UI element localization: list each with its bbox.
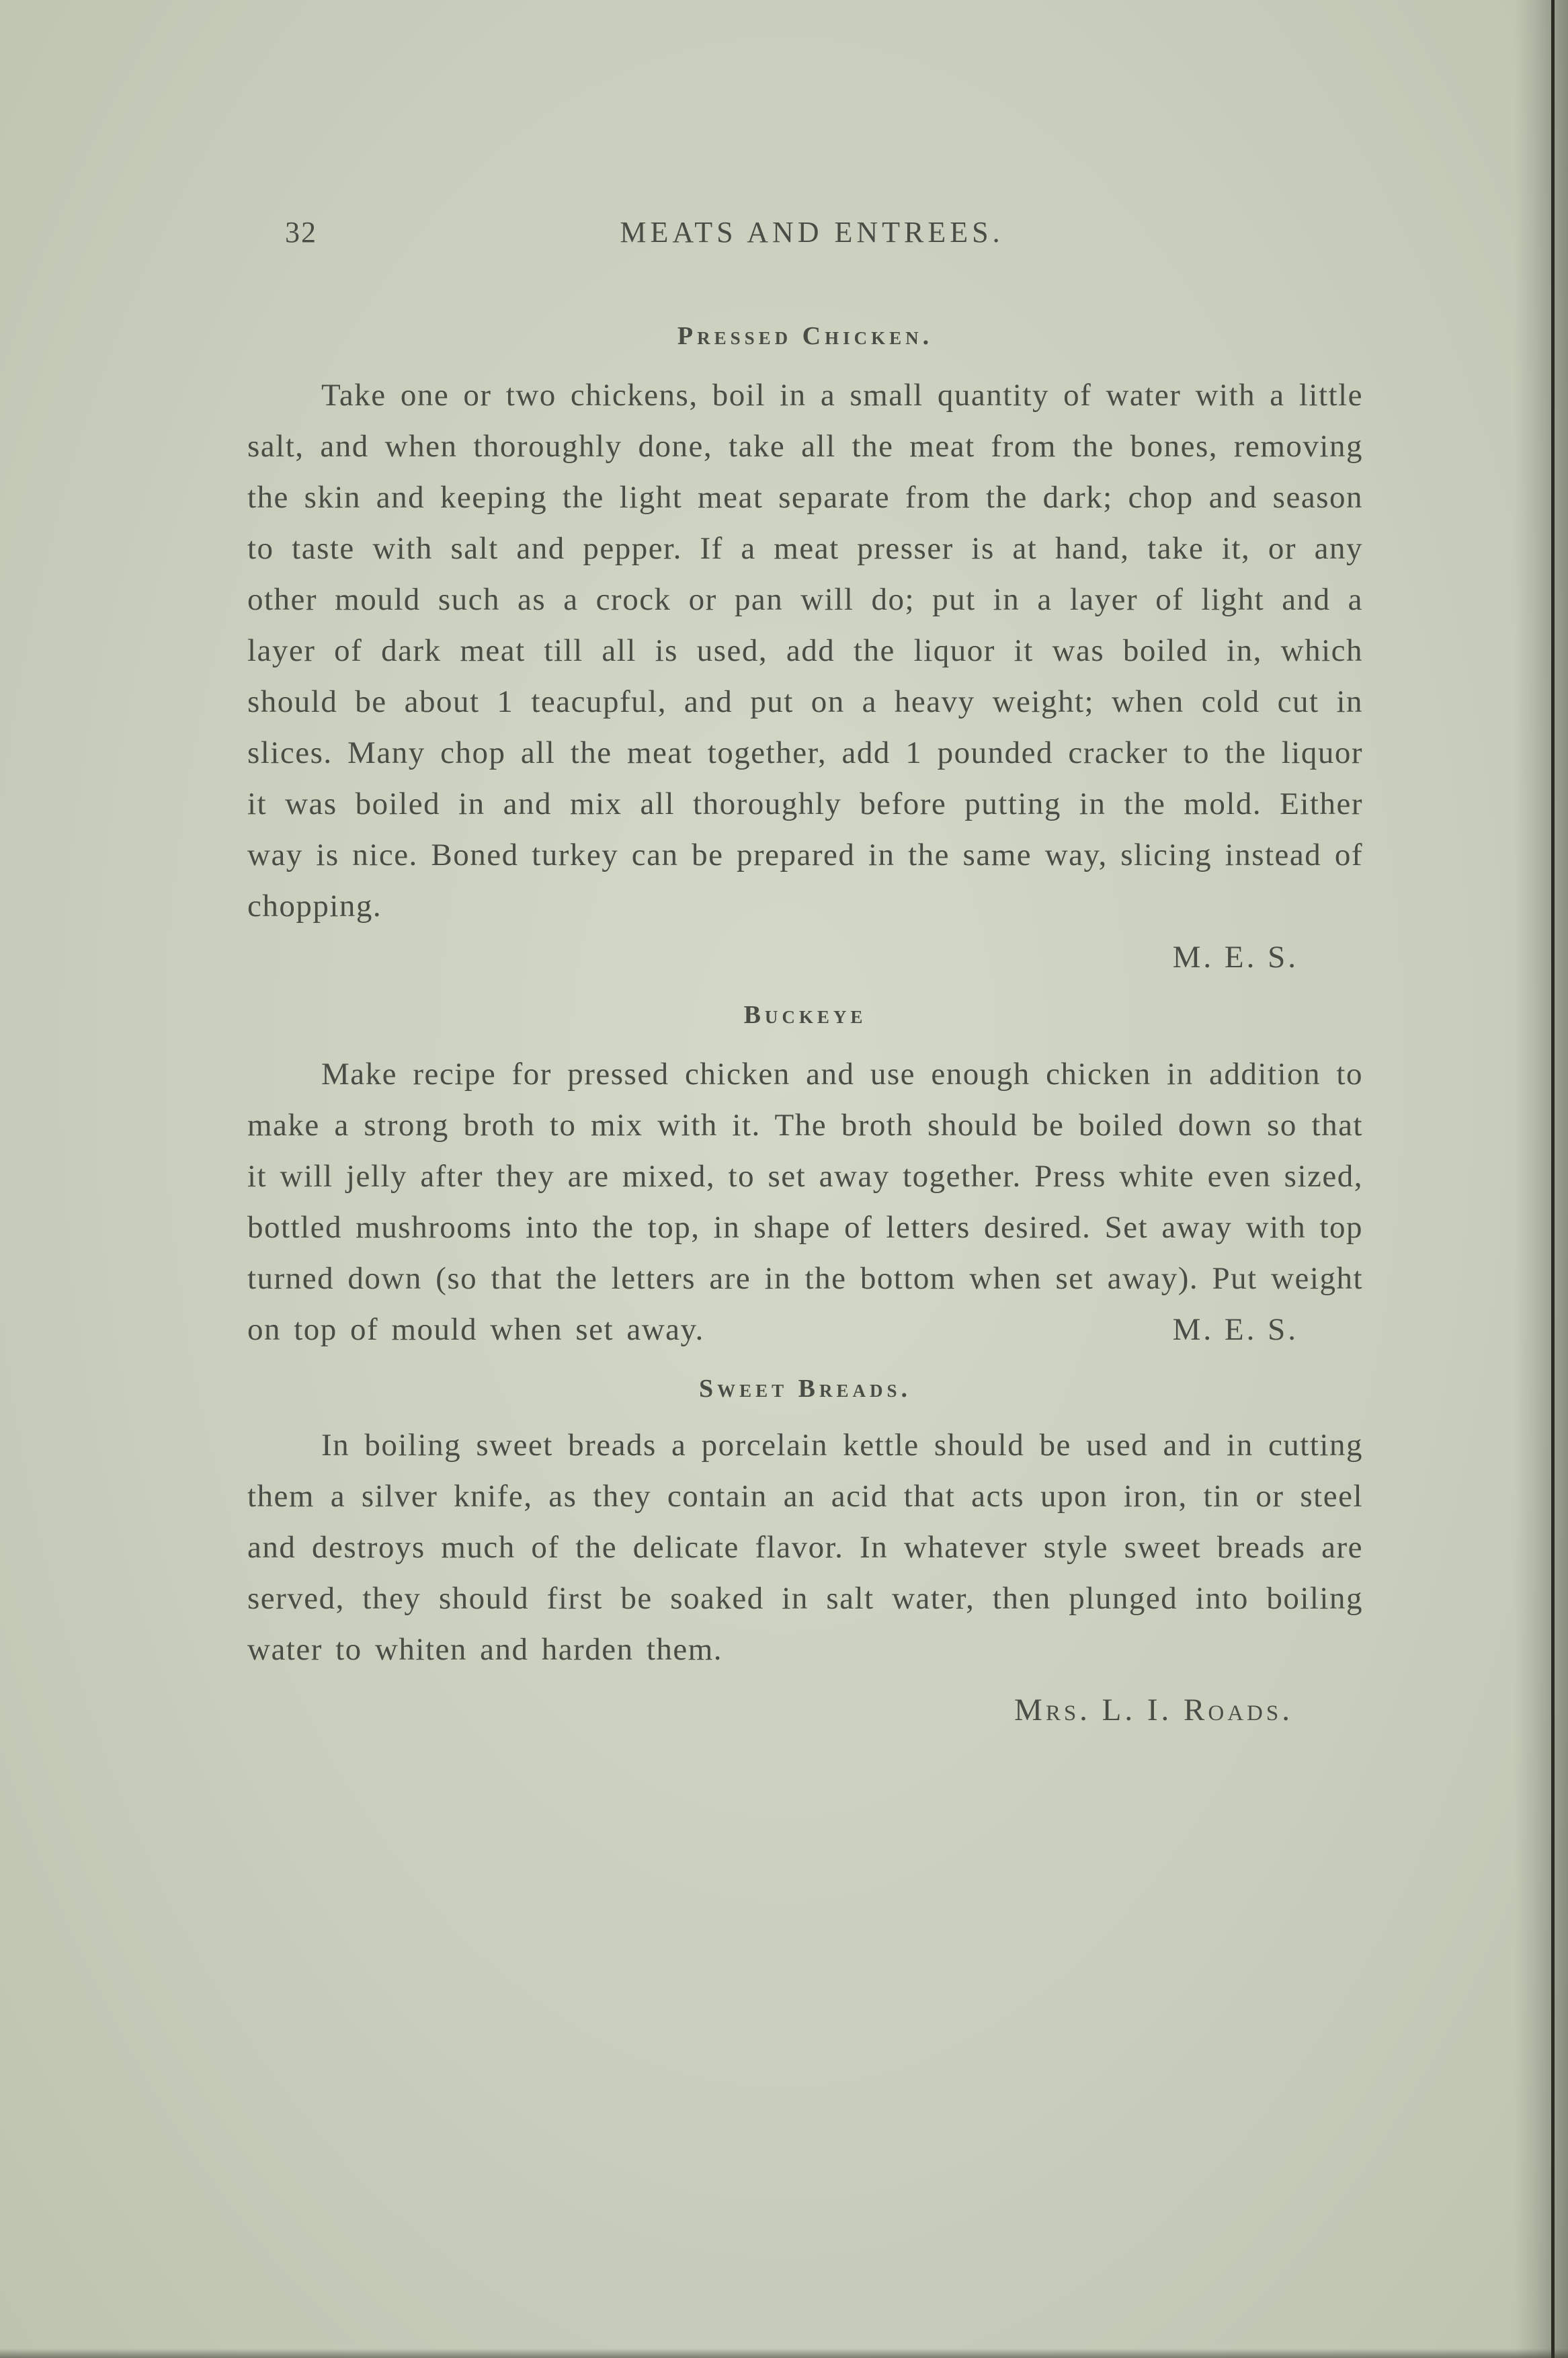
recipe-title-pressed-chicken: Pressed Chicken. (677, 322, 934, 350)
recipe-title-buckeye: Buckeye (743, 1001, 867, 1029)
recipe-body-sweet-breads: In boiling sweet breads a porcelain kettle should be used and in cutting them a silver knife, as they contain an acid that acts upon iron, tin or steel and destroys much of the delicate flavor. In whatever style sweet breads are served, they should first be soaked in salt water, then plunged into boiling water to whiten and harden them. (247, 1428, 1363, 1667)
running-title: MEATS AND ENTREES. (620, 216, 1004, 249)
recipe-signature-buckeye: M. E. S. (1172, 1312, 1298, 1347)
page-number: 32 (285, 216, 317, 249)
recipe-signature-pressed-chicken: M. E. S. (1172, 940, 1298, 975)
recipe-signature-sweet-breads: Mrs. L. I. Roads. (1014, 1693, 1293, 1727)
recipe-body-buckeye: Make recipe for pressed chicken and use enough chicken in addition to make a strong broth to mix with it. The broth should be boiled down so that it will jelly after they are mixed, to set away together. Press white even sized, bottled mushrooms into the top, in shape of letters desired. Set away with top turned down (so that the letters are in the bottom when set away). Put weight on top of mould when set away. (247, 1057, 1363, 1347)
recipe-body-pressed-chicken: Take one or two chickens, boil in a small quantity of water with a little salt, and when thoroughly done, take all the meat from the bones, removing the skin and keeping the light meat separate from the dark; chop and season to taste with salt and pepper. If a meat presser is at hand, take it, or any other mould such as a crock or pan will do; put in a layer of light and a layer of dark meat till all is used, add the liquor it was boiled in, which should be about 1 teacupful, and put on a heavy weight; when cold cut in slices. Many chop all the meat together, add 1 pounded cracker to the liquor it was boiled in and mix all thoroughly before putting in the mold. Either way is nice. Boned turkey can be prepared in the same way, slicing instead of chopping. (247, 378, 1363, 924)
page-bottom-edge (0, 2349, 1568, 2358)
spine-shadow (1514, 0, 1568, 2358)
recipe-title-sweet-breads: Sweet Breads. (698, 1375, 912, 1403)
binding-edge (1551, 0, 1555, 2358)
running-head (247, 215, 1363, 262)
page-content (247, 215, 1363, 1736)
